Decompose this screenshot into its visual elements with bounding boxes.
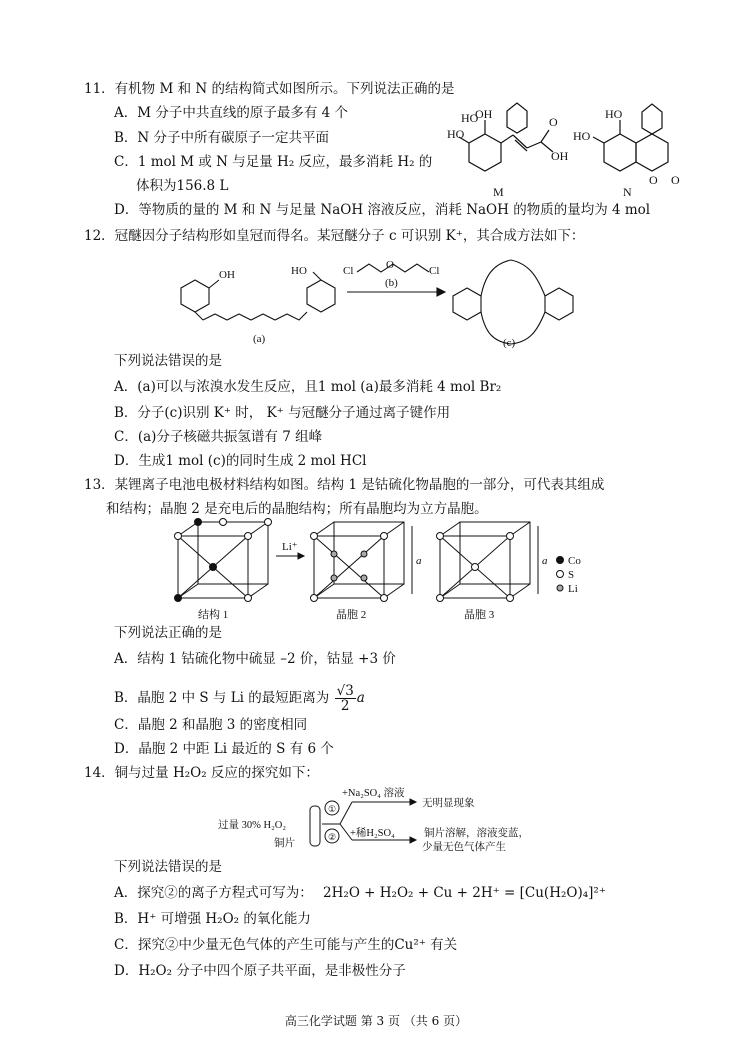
q14-option-c: C．探究②中少量无色气体的产生可能与产生的Cu²⁺ 有关 <box>114 937 458 953</box>
q13-option-a: A．结构 1 钴硫化物中硫显 –2 价，钴显 +3 价 <box>114 651 396 667</box>
q12-subprompt: 下列说法错误的是 <box>114 353 222 369</box>
q13-stem-line1: 13．某锂离子电池电极材料结构如图。结构 1 是钴硫化物晶胞的一部分，可代表其组成 <box>84 477 605 493</box>
q12-option-b: B．分子(c)识别 K⁺ 时， K⁺ 与冠醚分子通过离子键作用 <box>114 405 451 421</box>
q12-synthesis-figure <box>175 250 595 350</box>
q14-result-2b: 少量无色气体产生 <box>422 842 506 853</box>
q11-m-oh: OH <box>551 149 569 163</box>
q14-option-a-text: A．探究②的离子方程式可写为： <box>114 885 313 901</box>
q13-a-label-2: a <box>416 555 422 567</box>
q14-experiment-figure <box>218 784 548 856</box>
q12-stem: 12．冠醚因分子结构形如皇冠而得名。某冠醚分子 c 可识别 K⁺，其合成方法如下： <box>84 228 585 244</box>
q11-option-c-cont: 体积为156.8 L <box>136 178 229 194</box>
q11-n-ho: HO <box>573 129 591 143</box>
q14-reagent-2: +稀H₂SO₄ <box>350 828 395 839</box>
q12-a-label: (a) <box>253 333 266 345</box>
q12-a-ho: HO <box>291 265 307 277</box>
q12-b-cl1: Cl <box>343 265 354 277</box>
q13-stem-line2: 和结构；晶胞 2 是充电后的晶胞结构；所有晶胞均为立方晶胞。 <box>106 501 488 517</box>
q11-option-a: A．M 分子中共直线的原子最多有 4 个 <box>114 105 349 121</box>
q13-option-b-var: a <box>356 690 365 706</box>
q12-option-d: D．生成1 mol (c)的同时生成 2 mol HCl <box>114 453 367 469</box>
q13-option-b <box>114 684 365 713</box>
q11-option-b: B．N 分子中所有碳原子一定共平面 <box>114 130 330 146</box>
q14-result-1: 无明显现象 <box>422 798 475 809</box>
q14-left-label-2: 铜片 <box>274 838 295 849</box>
q13-option-d: D．晶胞 2 中距 Li 最近的 S 有 6 个 <box>114 741 334 757</box>
q14-option-d: D．H₂O₂ 分子中四个原子共平面，是非极性分子 <box>114 963 406 979</box>
q14-left-label-1: 过量 30% H₂O₂ <box>218 820 286 831</box>
q12-option-c: C．(a)分子核磁共振氢谱有 7 组峰 <box>114 429 323 445</box>
q14-circle-2: ② <box>328 832 337 842</box>
q13-option-b-fraction <box>335 684 356 713</box>
q11-m-ho-top: HO <box>461 111 479 125</box>
q13-legend-co: Co <box>568 555 581 567</box>
q12-a-oh: OH <box>219 269 235 281</box>
q13-crystal-figure <box>168 516 598 624</box>
q12-b-o: O <box>386 259 394 271</box>
q13-subprompt: 下列说法正确的是 <box>114 625 222 641</box>
q13-caption-2: 晶胞 2 <box>336 609 367 621</box>
q11-n-o-ring: O <box>649 173 658 187</box>
q11-m-o: O <box>549 115 558 129</box>
q14-option-b: B．H⁺ 可增强 H₂O₂ 的氧化能力 <box>114 911 311 927</box>
q13-legend-li: Li <box>568 583 578 595</box>
q13-legend-s: S <box>568 569 575 581</box>
q13-option-b-denominator: 2 <box>340 698 350 714</box>
q14-result-2a: 铜片溶解，溶液变蓝， <box>424 828 529 839</box>
page-footer: 高三化学试题 第 3 页 （共 6 页） <box>284 1014 468 1028</box>
q13-option-c: C．晶胞 2 和晶胞 3 的密度相同 <box>114 717 308 733</box>
q11-option-d: D．等物质的量的 M 和 N 与足量 NaOH 溶液反应，消耗 NaOH 的物质的量均为 4 mol <box>114 202 651 218</box>
q14-circle-1: ① <box>328 804 337 814</box>
q13-a-label-3: a <box>542 555 548 567</box>
q14-stem: 14．铜与过量 H₂O₂ 反应的探究如下： <box>84 765 319 781</box>
q13-li-arrow-label: Li⁺ <box>282 541 298 553</box>
q13-caption-3: 晶胞 3 <box>464 609 495 621</box>
q12-b-label: (b) <box>385 277 398 289</box>
q14-option-a-equation: 2H₂O + H₂O₂ + Cu + 2H⁺ = [Cu(H₂O)₄]²⁺ <box>323 885 606 901</box>
q11-option-c: C．1 mol M 或 N 与足量 H₂ 反应，最多消耗 H₂ 的 <box>114 154 433 170</box>
q13-option-b-text: B．晶胞 2 中 S 与 Li 的最短距离为 <box>114 690 330 706</box>
q11-stem: 11．有机物 M 和 N 的结构简式如图所示。下列说法正确的是 <box>84 81 455 97</box>
q11-n-ho-top: HO <box>605 107 623 121</box>
q14-option-a <box>114 884 606 902</box>
q11-n-caption: N <box>623 185 632 199</box>
q12-b-cl2: Cl <box>429 265 440 277</box>
q14-subprompt: 下列说法错误的是 <box>114 859 222 875</box>
q13-caption-1: 结构 1 <box>198 609 229 621</box>
q12-option-a: A．(a)可以与浓溴水发生反应，且1 mol (a)最多消耗 4 mol Br₂ <box>114 379 502 395</box>
q11-m-oh-top: OH <box>475 107 493 121</box>
q11-m-caption: M <box>493 185 504 199</box>
q11-structure-figure <box>445 104 705 204</box>
q12-c-label: (c) <box>503 337 516 349</box>
q11-m-ho-label: HO <box>447 127 465 141</box>
q11-n-o: O <box>671 173 680 187</box>
q14-reagent-1: +Na₂SO₄ 溶液 <box>342 788 405 799</box>
q13-option-b-numerator: √3 <box>336 683 354 699</box>
